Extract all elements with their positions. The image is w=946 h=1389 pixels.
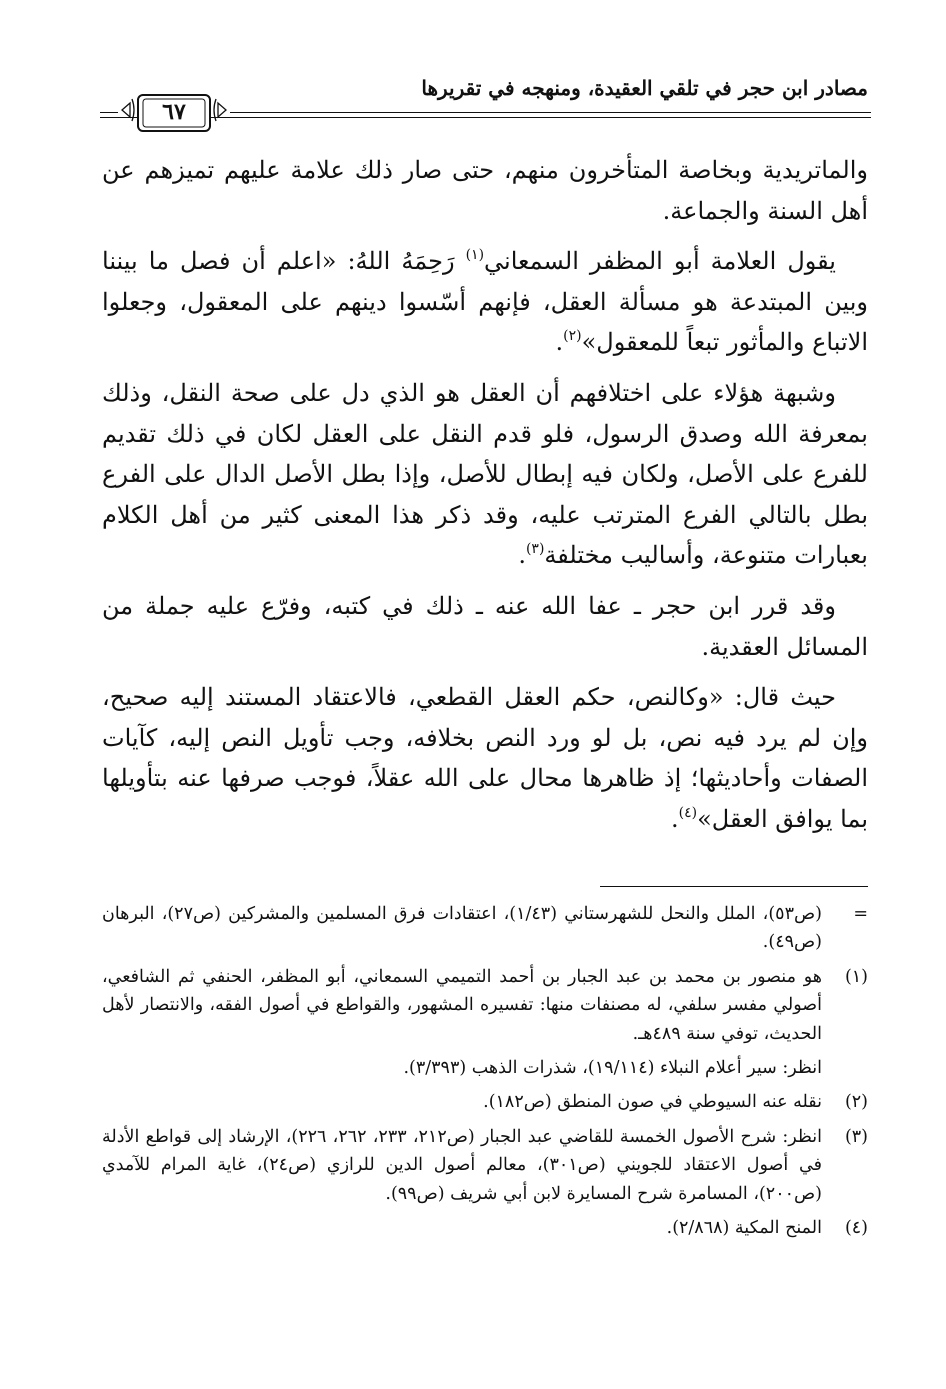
footnote-3-mark: (٣) bbox=[844, 1126, 868, 1147]
footnote-2-text: نقله عنه السيوطي في صون المنطق (ص١٨٢). bbox=[483, 1092, 822, 1113]
footnote-1-mark: (١) bbox=[844, 966, 868, 987]
footnote-1 bbox=[102, 963, 868, 1048]
footnote-2-mark: (٢) bbox=[844, 1092, 868, 1113]
footnote-3 bbox=[102, 1123, 868, 1208]
paragraph-5-part-a: حيث قال: «وكالنص، حكم العقل القطعي، فالاعتقاد المستند إليه صحيح، وإن لم يرد فيه نص، بل لو ورد النص بخلافه، وجب تأويل النص إليه، كآيات الصفات وأحاديثها؛ إذ ظاهرها محال على الله عقلاً، فوجب صرفها عنه بتأويلها بما يوافق العقل» bbox=[102, 683, 868, 833]
footnote-continued-text: (ص٥٣)، الملل والنحل للشهرستاني (١/٤٣)، اعتقادات فرق المسلمين والمشركين (ص٢٧)، البرهان (ص٤٩). bbox=[102, 904, 822, 953]
paragraph-2-part-c: . bbox=[555, 328, 564, 357]
footnote-continued bbox=[102, 900, 868, 957]
footnote-ref-1[interactable]: (١) bbox=[465, 247, 485, 264]
main-text bbox=[102, 150, 868, 850]
paragraph-5-part-b: . bbox=[670, 804, 679, 833]
footnote-continued-mark: = bbox=[853, 904, 868, 924]
footnote-separator bbox=[600, 886, 868, 887]
footnote-ref-2[interactable]: (٢) bbox=[563, 328, 582, 345]
footnotes bbox=[102, 900, 868, 1248]
footnote-ref-3[interactable]: (٣) bbox=[525, 541, 545, 558]
paragraph-2 bbox=[102, 241, 868, 363]
footnote-2 bbox=[102, 1088, 868, 1116]
footnote-ref-4[interactable]: (٤) bbox=[678, 804, 698, 821]
paragraph-5 bbox=[102, 677, 868, 839]
paragraph-3-part-b: . bbox=[518, 541, 526, 570]
page-number-badge bbox=[118, 93, 230, 135]
paragraph-2-part-a: يقول العلامة أبو المظفر السمعاني bbox=[484, 247, 836, 276]
footnote-4-text: المنح المكية (٢/٨٦٨). bbox=[666, 1218, 822, 1239]
footnote-4 bbox=[102, 1214, 868, 1242]
paragraph-2-part-b: رَحِمَهُ اللهُ: «اعلم أن فصل ما بيننا وبين المبتدعة هو مسألة العقل، فإنهم أسّسوا دينهم على المعقول، وجعلوا الاتباع والمأثور تبعاً للمعقول» bbox=[102, 247, 868, 357]
footnote-3-text: انظر: شرح الأصول الخمسة للقاضي عبد الجبار (ص٢١٢، ٢٣٣، ٢٦٢، ٢٢٦)، الإرشاد إلى قواطع الأدلة في أصول الاعتقاد للجويني (ص٣٠١)، معالم أصول الدين للرازي (ص٢٤)، غاية المرام للآمدي (ص٢٠٠)، المسامرة شرح المسايرة لابن أبي شريف (ص٩٩). bbox=[102, 1126, 822, 1204]
paragraph-1: والماتريدية وبخاصة المتأخرون منهم، حتى صار ذلك علامة عليهم تميزهم عن أهل السنة والجماعة. bbox=[102, 156, 868, 225]
paragraph-4: وقد قرر ابن حجر ـ عفا الله عنه ـ ذلك في كتبه، وفرّع عليه جملة من المسائل العقدية. bbox=[102, 591, 868, 661]
paragraph-3 bbox=[102, 373, 868, 576]
page-number: ٦٧ bbox=[162, 99, 186, 125]
footnote-1-sources: انظر: سير أعلام النبلاء (١٩/١١٤)، شذرات الذهب (٣/٣٩٣). bbox=[403, 1058, 822, 1079]
running-title: مصادر ابن حجر في تلقي العقيدة، ومنهجه في تقريرها bbox=[421, 76, 868, 100]
footnote-4-mark: (٤) bbox=[844, 1218, 868, 1239]
paragraph-3-part-a: وشبهة هؤلاء على اختلافهم أن العقل هو الذي دل على صحة النقل، وذلك بمعرفة الله وصدق الرسول، فلو قدم النقل على العقل لكان في ذلك تقديم للفرع على الأصل، ولكان فيه إبطال للأصل، وإذا بطل الأصل الدال على الفرع بطل بالتالي الفرع المترتب عليه، وقد ذكر هذا المعنى كثير من أهل الكلام بعبارات متنوعة، وأساليب مختلفة bbox=[102, 378, 868, 570]
footnote-1-text: هو منصور بن محمد بن عبد الجبار بن أحمد التميمي السمعاني، أبو المظفر، الحنفي ثم الشافعي، أصولي مفسر سلفي، له مصنفات منها: تفسيره المشهور، والقواطع في أصول الفقه، والانتصار لأهل الحديث، توفي سنة ٤٨٩هـ. bbox=[102, 966, 822, 1044]
